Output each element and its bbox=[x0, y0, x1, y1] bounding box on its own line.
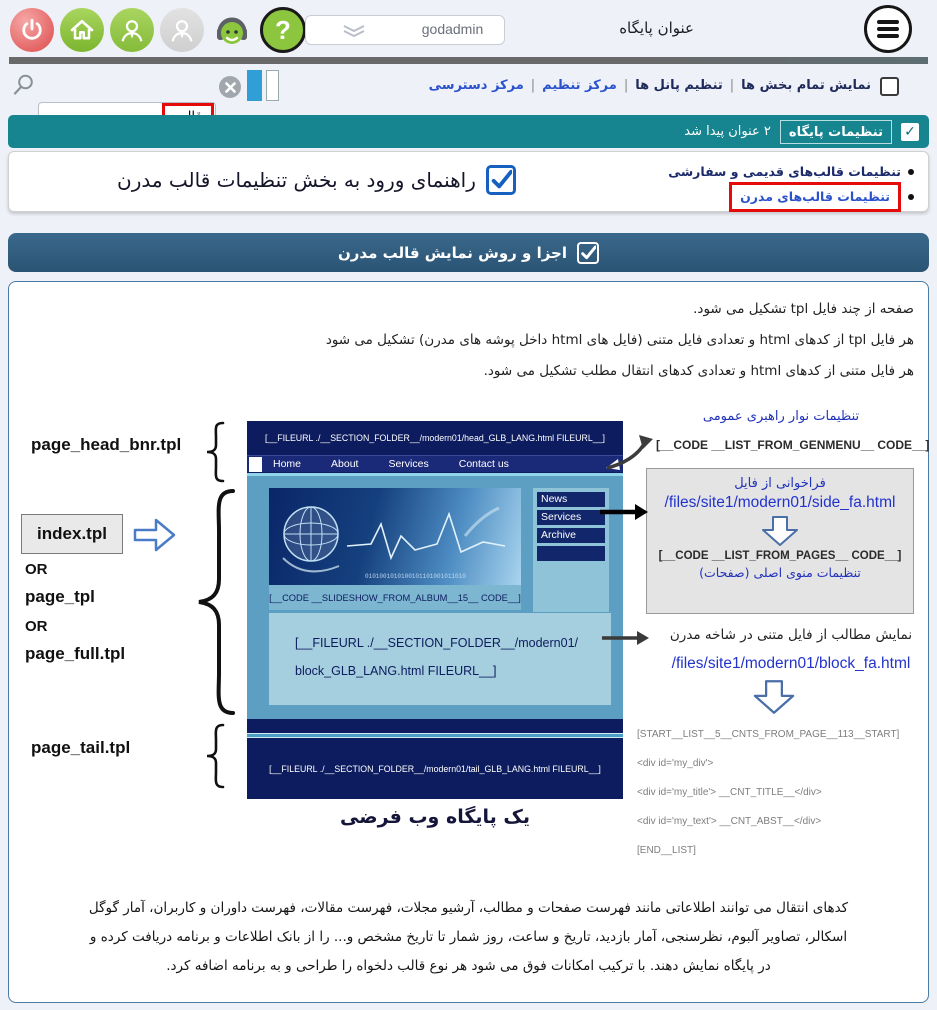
nav-item: Services bbox=[388, 458, 429, 470]
label-page-full-tpl: page_full.tpl bbox=[25, 644, 126, 663]
username-value: godadmin bbox=[421, 21, 484, 37]
mockup-caption: یک پایگاه وب فرضی bbox=[340, 806, 530, 828]
help-icon[interactable]: ? bbox=[260, 7, 306, 53]
code-line: <div id='my_title'> __CNT_TITLE__</div> bbox=[637, 787, 822, 798]
arrow-down-icon bbox=[751, 679, 797, 715]
menu-item: Archive bbox=[537, 528, 605, 543]
label-page-head-tpl: page_head_bnr.tpl bbox=[31, 435, 182, 454]
tail-file-code: [__FILEURL ./__SECTION_FOLDER__/modern01/tail_GLB_LANG.html FILEURL__] bbox=[269, 763, 601, 774]
bullet-icon bbox=[908, 169, 914, 175]
mockup-tail-band bbox=[247, 738, 623, 799]
user-select[interactable] bbox=[305, 15, 505, 45]
mockup-side-menu bbox=[533, 488, 609, 612]
list-item bbox=[668, 184, 914, 209]
link-panel-settings[interactable]: تنظیم پانل ها bbox=[635, 78, 723, 93]
results-panel bbox=[8, 151, 929, 212]
link-settings-center[interactable]: مرکز تنظیم bbox=[542, 78, 617, 93]
genmenu-title: تنظیمات نوار راهبری عمومی bbox=[702, 409, 860, 424]
check-icon: ✓ bbox=[904, 123, 916, 140]
checkbox-icon bbox=[486, 165, 516, 195]
block-path: /files/site1/modern01/block_fa.html bbox=[671, 655, 911, 672]
home-icon[interactable] bbox=[60, 8, 104, 52]
results-bar bbox=[8, 115, 929, 148]
arrow-genmenu-icon bbox=[605, 432, 655, 472]
mockup-slideshow bbox=[269, 488, 521, 610]
power-icon[interactable] bbox=[10, 8, 54, 52]
support-icon[interactable] bbox=[210, 8, 254, 52]
link-separator: | bbox=[530, 78, 536, 93]
link-old-templates[interactable]: تنظیمات قالب‌های قدیمی و سفارشی bbox=[668, 164, 901, 179]
user-gray-icon[interactable] bbox=[160, 8, 204, 52]
callbox-path: /files/site1/modern01/side_fa.html bbox=[664, 494, 896, 511]
link-separator: | bbox=[623, 78, 629, 93]
svg-text:0101001010100101101001011010: 0101001010100101101001011010 bbox=[365, 573, 466, 580]
intro-line: صفحه از چند فایل tpl تشکیل می شود. bbox=[693, 301, 914, 317]
nav-item: Home bbox=[273, 458, 302, 470]
menu-item: News bbox=[537, 492, 605, 507]
link-modern-templates[interactable]: تنظیمات قالب‌های مدرن bbox=[729, 182, 901, 212]
callbox-code: [__CODE __LIST_FROM_PAGES__ CODE__] bbox=[658, 550, 902, 562]
code-line: <div id='my_text'> __CNT_ABST__</div> bbox=[637, 816, 822, 827]
slideshow-image bbox=[269, 488, 521, 585]
footer-paragraph bbox=[27, 894, 910, 981]
slideshow-code: [__CODE __SLIDESHOW_FROM_ALBUM__15__ CODE__] bbox=[269, 592, 521, 603]
block-file-code-line: block_GLB_LANG.html FILEURL__] bbox=[295, 664, 497, 678]
label-or: OR bbox=[25, 561, 48, 578]
transfer-code-listing bbox=[637, 720, 899, 865]
menu-item-empty bbox=[537, 546, 605, 561]
label-page-tail-tpl: page_tail.tpl bbox=[31, 738, 131, 757]
label-page-tpl: page_tpl bbox=[25, 587, 95, 606]
close-icon[interactable] bbox=[219, 76, 241, 98]
mockup-block bbox=[269, 613, 611, 705]
results-badge: تنظیمات پایگاه bbox=[780, 120, 892, 144]
code-line: [START__LIST__5__CNTS_FROM_PAGE__113__START] bbox=[637, 729, 900, 740]
pager-bar[interactable] bbox=[266, 70, 279, 101]
block-file-code-line: [__FILEURL ./__SECTION_FOLDER__/modern01/ bbox=[295, 636, 578, 650]
footer-line: در پایگاه نمایش دهند. با ترکیب امکانات فوق می شود هر نوع قالب دلخواه را طراحی و به برنامه اضافه کرد. bbox=[166, 958, 771, 974]
link-show-all-sections[interactable]: نمایش تمام بخش ها bbox=[741, 78, 871, 93]
head-file-code: [__FILEURL ./__SECTION_FOLDER__/modern01/head_GLB_LANG.html FILEURL__] bbox=[265, 433, 605, 443]
callbox bbox=[646, 468, 914, 614]
block-note: نمایش مطالب از فایل متنی در شاخه مدرن bbox=[669, 627, 913, 643]
label-index-tpl: index.tpl bbox=[37, 524, 107, 543]
results-list bbox=[668, 159, 914, 209]
callbox-subtitle: تنظیمات منوی اصلی (صفحات) bbox=[699, 565, 861, 580]
nav-item: About bbox=[331, 458, 359, 470]
section-header bbox=[8, 233, 929, 272]
arrow-right-icon bbox=[133, 517, 177, 553]
bullet-icon bbox=[908, 194, 914, 200]
results-count: ۲ عنوان پیدا شد bbox=[684, 124, 771, 139]
genmenu-code: [__CODE __LIST_FROM_GENMENU__ CODE__] bbox=[656, 438, 930, 452]
list-item bbox=[668, 159, 914, 184]
curly-brace-small bbox=[201, 722, 227, 790]
pager-bar-active[interactable] bbox=[247, 70, 262, 101]
results-checkbox[interactable] bbox=[901, 123, 919, 141]
footer-line: کدهای انتقال می توانند اطلاعاتی مانند فهرست صفحات و مطالب، آرشیو مجلات، فهرست مقالات، فهرست داوران و کاربران، آمار گوگل bbox=[88, 900, 849, 916]
footer-line: اسکالر، تصاویر آلبوم، نظرسنجی، آمار بازدید، تاریخ و ساعت، روز شمار تا تاریخ مشخص و... را از بانک اطلاعات و برنامه دریافت کرده و bbox=[89, 929, 848, 945]
nav-left-box bbox=[249, 457, 262, 472]
header-icon-row bbox=[10, 7, 306, 53]
mockup-content bbox=[247, 476, 623, 719]
arrow-down-icon bbox=[760, 515, 800, 547]
mockup-website bbox=[247, 421, 623, 799]
section-title: اجزا و روش نمایش قالب مدرن bbox=[337, 243, 568, 262]
mockup-navbar bbox=[247, 455, 623, 472]
checkbox-icon bbox=[577, 242, 599, 264]
link-separator: | bbox=[729, 78, 735, 93]
arrow-services-icon bbox=[599, 504, 649, 520]
help-row bbox=[117, 165, 516, 195]
mockup-head-band bbox=[247, 421, 623, 455]
divider-bar bbox=[9, 57, 928, 64]
code-line: [END__LIST] bbox=[637, 845, 696, 856]
content-panel bbox=[8, 281, 929, 1003]
intro-line: هر فایل tpl از کدهای html و تعدادی فایل متنی (فایل های html داخل پوشه های مدرن) تشکیل می شود bbox=[325, 332, 914, 348]
search-icon[interactable] bbox=[12, 73, 36, 97]
nav-item: Contact us bbox=[458, 458, 509, 470]
toolbar-links bbox=[429, 78, 871, 93]
page-title: عنوان پایگاه bbox=[619, 19, 694, 37]
intro-line: هر فایل متنی از کدهای html و تعدادی کدهای انتقال مطلب تشکیل می شود. bbox=[483, 363, 914, 379]
callbox-title: فراخوانی از فایل bbox=[734, 476, 826, 491]
arrow-block-icon bbox=[601, 630, 651, 646]
link-access-center[interactable]: مرکز دسترسی bbox=[428, 78, 524, 93]
label-or: OR bbox=[25, 618, 48, 635]
menu-icon[interactable] bbox=[864, 5, 912, 53]
show-all-checkbox[interactable] bbox=[880, 77, 899, 96]
curly-brace-large bbox=[189, 487, 241, 717]
menu-item: Services bbox=[537, 510, 605, 525]
code-line: <div id='my_div'> bbox=[637, 758, 714, 769]
user-green-icon[interactable] bbox=[110, 8, 154, 52]
intro-paragraph bbox=[326, 294, 914, 387]
curly-brace-small bbox=[201, 420, 227, 484]
index-tpl-box bbox=[21, 514, 123, 554]
help-title: راهنمای ورود به بخش تنظیمات قالب مدرن bbox=[117, 168, 476, 192]
